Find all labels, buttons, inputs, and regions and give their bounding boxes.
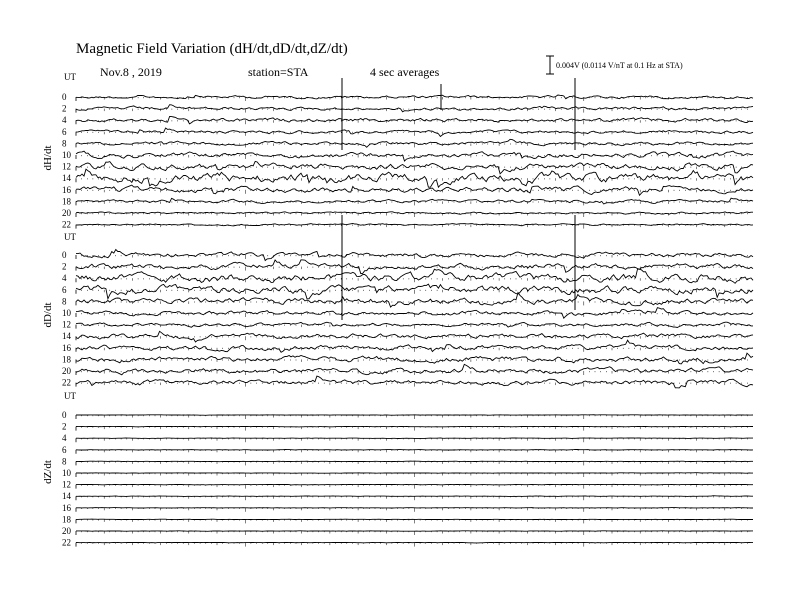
hour-tick-label: 22 [62, 219, 71, 230]
hour-tick-label: 4 [62, 115, 67, 126]
hour-tick-label: 14 [62, 173, 71, 184]
hour-tick-label: 12 [62, 161, 71, 172]
hour-tick-label: 16 [62, 342, 71, 353]
trace-row [76, 496, 753, 497]
hour-tick-label: 2 [62, 103, 67, 114]
ut-label: UT [64, 72, 76, 82]
averaging-label: 4 sec averages [370, 65, 440, 79]
hour-tick-label: 12 [62, 479, 71, 490]
trace-row [76, 449, 753, 450]
hour-tick-label: 6 [62, 444, 67, 455]
date-label: Nov.8 , 2019 [100, 65, 162, 79]
trace-row [76, 426, 753, 427]
station-label: station=STA [248, 65, 309, 79]
hour-tick-label: 22 [62, 537, 71, 548]
ut-label: UT [64, 232, 76, 242]
hour-tick-label: 14 [62, 491, 71, 502]
hour-tick-label: 10 [62, 150, 71, 160]
hour-tick-label: 22 [62, 377, 71, 388]
hour-tick-label: 18 [62, 354, 71, 365]
hour-tick-label: 8 [62, 296, 67, 307]
trace-row [76, 473, 753, 474]
hour-tick-label: 8 [62, 456, 67, 467]
hour-tick-label: 12 [62, 319, 71, 330]
panel-ylabel: dH/dt [42, 145, 54, 171]
trace-row [76, 415, 753, 416]
hour-tick-label: 8 [62, 138, 67, 149]
chart-title: Magnetic Field Variation (dH/dt,dD/dt,dZ/dt) [76, 41, 348, 57]
trace-row [76, 519, 753, 520]
hour-tick-label: 18 [62, 196, 71, 207]
hour-tick-label: 10 [62, 308, 71, 318]
hour-tick-label: 6 [62, 284, 67, 295]
hour-tick-label: 4 [62, 273, 67, 284]
hour-tick-label: 10 [62, 468, 71, 478]
hour-tick-label: 20 [62, 208, 71, 218]
trace-row [76, 438, 753, 439]
hour-tick-label: 20 [62, 366, 71, 376]
panel-ylabel: dZ/dt [42, 460, 54, 484]
hour-tick-label: 0 [62, 92, 67, 102]
hour-tick-label: 6 [62, 126, 67, 137]
trace-row [76, 484, 753, 485]
hour-tick-label: 4 [62, 433, 67, 444]
hour-tick-label: 20 [62, 526, 71, 536]
hour-tick-label: 0 [62, 250, 67, 260]
hour-tick-label: 18 [62, 514, 71, 525]
hour-tick-label: 14 [62, 331, 71, 342]
panel-ylabel: dD/dt [42, 302, 54, 328]
hour-tick-label: 0 [62, 410, 67, 420]
ut-label: UT [64, 391, 76, 401]
hour-tick-label: 16 [62, 502, 71, 513]
hour-tick-label: 16 [62, 184, 71, 195]
panels-group [42, 72, 753, 548]
scale-note: 0.004V (0.0114 V/nT at 0.1 Hz at STA) [556, 61, 683, 70]
trace-row [76, 531, 753, 532]
hour-tick-label: 2 [62, 261, 67, 272]
trace-row [76, 542, 753, 543]
hour-tick-label: 2 [62, 421, 67, 432]
scale-bar [546, 56, 554, 74]
